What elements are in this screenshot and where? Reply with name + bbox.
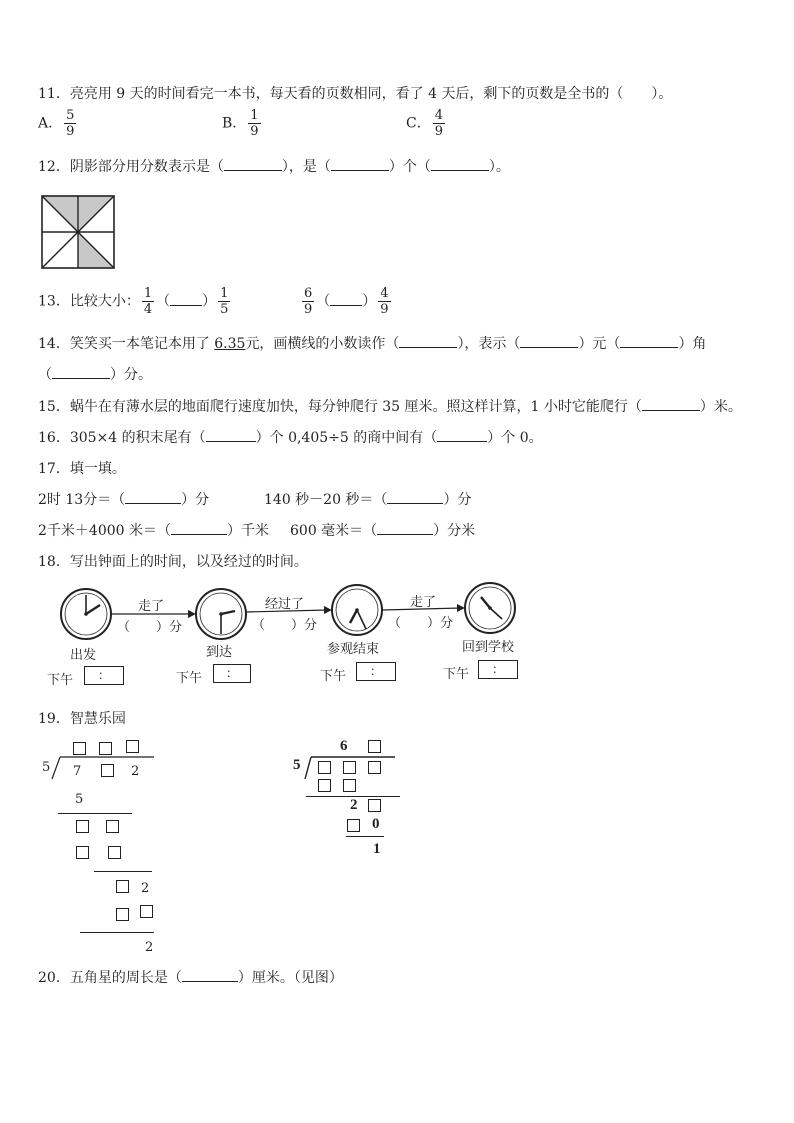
q16-text: 16．305×4 的积末尾有（ ）个 0,405÷5 的商中间有（ ）个 0。	[38, 430, 543, 446]
digit-box[interactable]	[108, 846, 121, 859]
afternoon-label: 下午	[47, 673, 74, 688]
answer-blank[interactable]	[399, 335, 457, 348]
q11-option-c[interactable]	[406, 108, 447, 139]
answer-blank[interactable]	[170, 293, 202, 306]
q11-option-b[interactable]	[222, 108, 263, 139]
answer-blank[interactable]	[125, 491, 181, 504]
afternoon-label: 下午	[443, 667, 470, 682]
divisor: 5	[293, 757, 301, 773]
q17-item: 600 毫米＝（ ）分米	[290, 523, 476, 539]
q13-text: 13．比较大小： $\frac{1}{4}$ （ ） $\frac{1}{5}$	[38, 286, 229, 317]
option-letter: B．	[222, 115, 247, 132]
digit-box[interactable]	[116, 908, 129, 921]
answer-blank[interactable]	[437, 429, 487, 442]
q20-text: 20．五角星的周长是（ ）厘米。（见图）	[38, 970, 343, 986]
elapsed-paren[interactable]: （ ）分	[388, 616, 454, 631]
answer-blank[interactable]	[642, 398, 700, 411]
answer-blank[interactable]	[620, 335, 678, 348]
afternoon-label: 下午	[176, 671, 203, 686]
answer-blank[interactable]	[224, 158, 282, 171]
q13-text-2: $\frac{6}{9}$ （ ） $\frac{4}{9}$	[304, 286, 389, 317]
digit: 2	[145, 940, 154, 955]
digit: 2	[131, 764, 140, 779]
arrow-label: 走了	[138, 599, 165, 614]
option-letter: A．	[38, 115, 63, 132]
fraction: $\frac{5}{9}$	[66, 108, 75, 139]
answer-blank[interactable]	[431, 158, 489, 171]
answer-blank[interactable]	[171, 522, 227, 535]
option-letter: C．	[406, 115, 431, 132]
digit-box[interactable]	[347, 819, 360, 832]
digit: 7	[73, 764, 82, 779]
digit-box[interactable]	[368, 740, 381, 753]
station-label: 回到学校	[462, 640, 515, 655]
fraction: $\frac{4}{9}$	[434, 108, 443, 139]
answer-blank[interactable]	[182, 969, 238, 982]
q14-text-line2: （ ）分。	[38, 367, 152, 383]
arrow-label: 走了	[410, 595, 437, 610]
elapsed-paren[interactable]: （ ）分	[252, 618, 318, 633]
elapsed-paren[interactable]: （ ）分	[117, 620, 183, 635]
digit: 2	[141, 881, 150, 896]
digit-box[interactable]	[343, 779, 356, 792]
digit-box[interactable]	[126, 740, 139, 753]
digit-box[interactable]	[318, 779, 331, 792]
digit-box[interactable]	[76, 820, 89, 833]
clock-icon	[196, 589, 246, 639]
digit-box[interactable]	[101, 764, 114, 777]
q11-text: 11．亮亮用 9 天的时间看完一本书，每天看的页数相同，看了 4 天后，剩下的页数是全书的（ ）。	[38, 86, 673, 102]
digit-box[interactable]	[140, 905, 153, 918]
time-answer-box[interactable]: ：	[84, 666, 124, 685]
time-answer-box[interactable]: ：	[478, 660, 518, 679]
time-answer-box[interactable]: ：	[356, 662, 396, 681]
q17-title: 17．填一填。	[38, 461, 126, 477]
digit-box[interactable]	[318, 761, 331, 774]
answer-blank[interactable]	[387, 491, 443, 504]
answer-blank[interactable]	[206, 429, 256, 442]
digit-box[interactable]	[73, 742, 86, 755]
clock-icon	[332, 585, 382, 635]
digit: 0	[372, 816, 380, 832]
answer-blank[interactable]	[331, 158, 389, 171]
division-line	[94, 871, 152, 872]
station-label: 参观结束	[327, 642, 380, 657]
underlined-amount: 6.35	[214, 336, 246, 352]
divisor: 5	[42, 760, 51, 775]
station-label: 到达	[206, 645, 233, 660]
division-line	[80, 932, 154, 933]
digit-box[interactable]	[76, 846, 89, 859]
q15-text: 15．蜗牛在有薄水层的地面爬行速度加快，每分钟爬行 35 厘米。照这样计算，1 小时它能爬行（ ）米。	[38, 399, 742, 415]
arrow-label: 经过了	[265, 597, 305, 612]
clock-icon	[61, 589, 111, 639]
clock-icon	[465, 583, 515, 633]
q17-item: 2千米＋4000 米＝（ ）千米	[38, 523, 269, 539]
q18-title: 18．写出钟面上的时间，以及经过的时间。	[38, 554, 308, 570]
division-line	[346, 836, 384, 837]
digit: 5	[75, 792, 84, 807]
answer-blank[interactable]	[330, 293, 362, 306]
q14-text: 14．笑笑买一本笔记本用了 6.35元，画横线的小数读作（ ），表示（ ）元（ ）角	[38, 336, 707, 352]
shaded-square-figure	[40, 194, 116, 270]
digit-box[interactable]	[116, 880, 129, 893]
q19-title: 19．智慧乐园	[38, 711, 126, 727]
q11-option-a[interactable]	[38, 108, 78, 139]
afternoon-label: 下午	[320, 669, 347, 684]
digit-box[interactable]	[99, 742, 112, 755]
division-line	[58, 813, 132, 814]
fraction: $\frac{1}{9}$	[250, 108, 259, 139]
digit-box[interactable]	[106, 820, 119, 833]
station-label: 出发	[70, 648, 97, 663]
q17-item: 140 秒－20 秒＝（ ）分	[264, 492, 472, 508]
digit: 6	[340, 738, 348, 754]
q17-item: 2时 13分＝（ ）分	[38, 492, 210, 508]
digit: 1	[373, 841, 381, 857]
answer-blank[interactable]	[520, 335, 578, 348]
answer-blank[interactable]	[377, 522, 433, 535]
q12-text: 12．阴影部分用分数表示是（ ），是（ ）个（ ）。	[38, 159, 510, 175]
digit-box[interactable]	[343, 761, 356, 774]
digit: 2	[350, 797, 358, 813]
time-answer-box[interactable]: ：	[213, 664, 251, 683]
digit-box[interactable]	[368, 761, 381, 774]
digit-box[interactable]	[368, 799, 381, 812]
answer-blank[interactable]	[52, 366, 110, 379]
